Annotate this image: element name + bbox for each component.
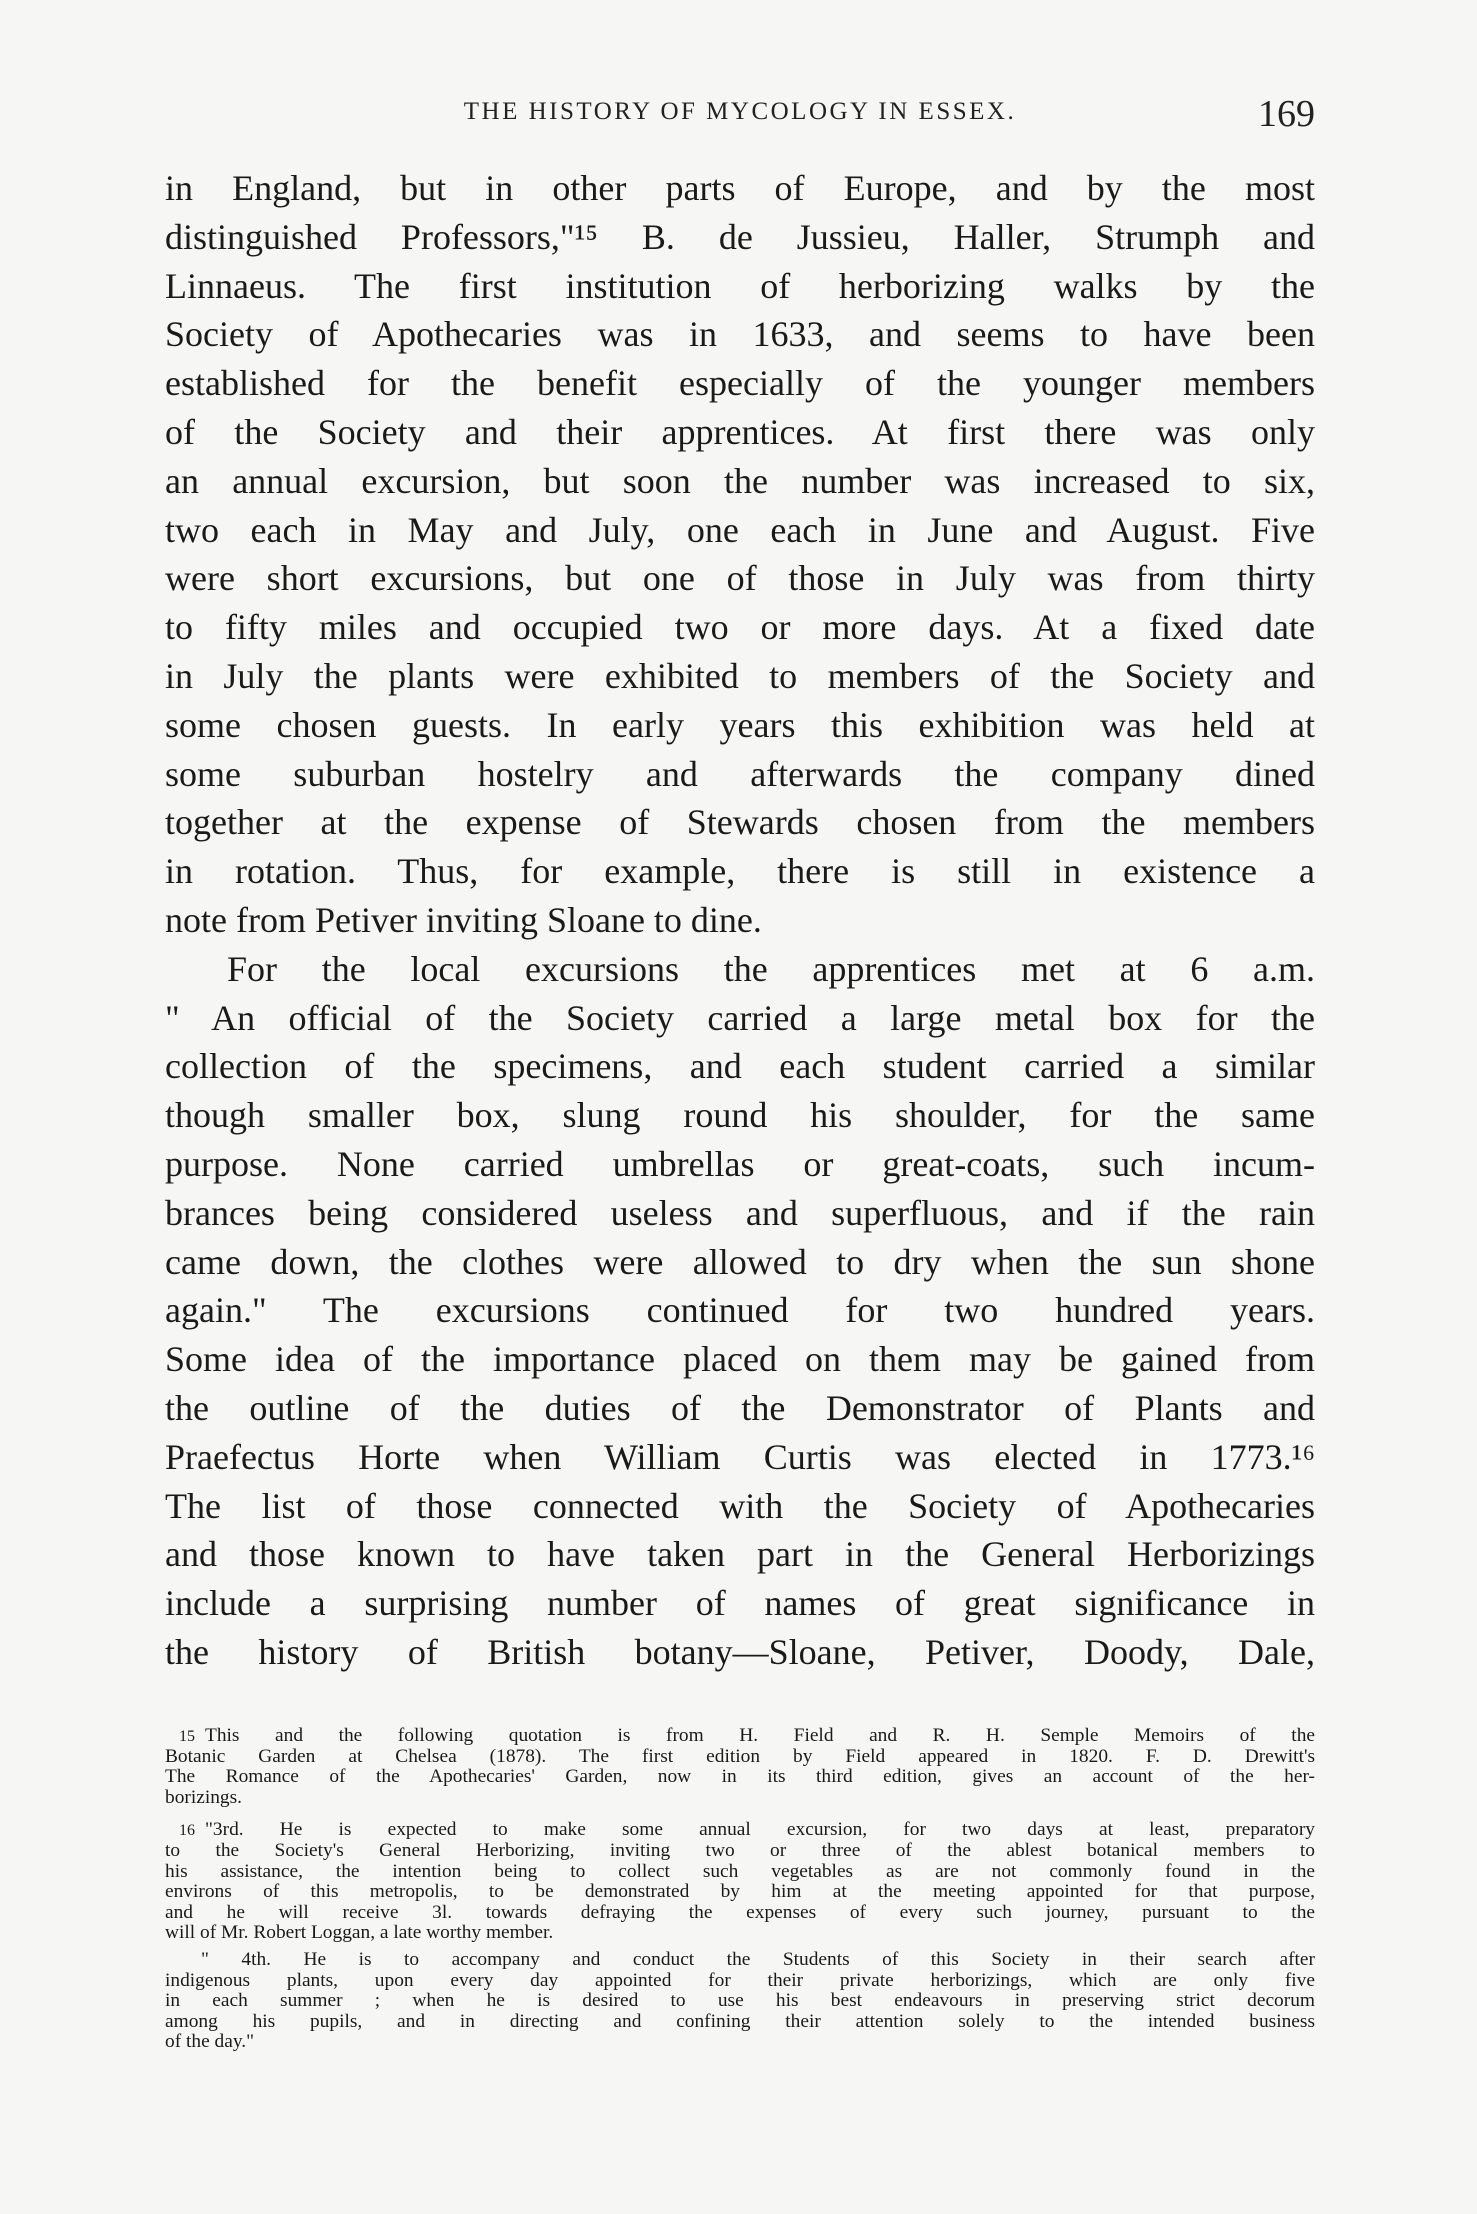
footnote-text: This and the following quotation is from H. Field and R. H. Semple Memoirs of the — [205, 1726, 1315, 1746]
footnote-16-line: his assistance, the intention being to collect such vegetables as are not commonly found in the — [165, 1861, 1315, 1882]
text-line: the history of British botany—Sloane, Petiver, Doody, Dale, — [165, 1631, 1315, 1672]
text-line: established for the benefit especially of the younger members — [165, 363, 1315, 404]
footnote-16-line: to the Society's General Herborizing, inviting two or three of the ablest botanical members to — [165, 1840, 1315, 1861]
text-line: Society of Apothecaries was in 1633, and seems to have been — [165, 314, 1315, 355]
text-line: in England, but in other parts of Europe, and by the most — [165, 168, 1315, 208]
text-line: include a surprising number of names of great significance in — [165, 1583, 1315, 1624]
text-line: brances being considered useless and superfluous, and if the rain — [165, 1192, 1315, 1233]
page-number: 169 — [1258, 93, 1315, 135]
text-line: some suburban hostelry and afterwards the company dined — [165, 753, 1315, 794]
text-line: Praefectus Horte when William Curtis was elected in 1773.¹⁶ — [165, 1436, 1315, 1477]
footnote-16-line: and he will receive 3l. towards defraying the expenses of every such journey, pursuant to the — [165, 1902, 1315, 1923]
text-line: note from Petiver inviting Sloane to dine. — [165, 899, 762, 940]
text-line: in rotation. Thus, for example, there is still in existence a — [165, 851, 1315, 892]
text-line: two each in May and July, one each in June and August. Five — [165, 509, 1315, 550]
footnote-15-line: borizings. — [165, 1787, 243, 1808]
text-line: the outline of the duties of the Demonstrator of Plants and — [165, 1387, 1315, 1428]
footnote-16-line: will of Mr. Robert Loggan, a late worthy member. — [165, 1923, 554, 1944]
footnote-15-line: The Romance of the Apothecaries' Garden, now in its third edition, gives an account of the her- — [165, 1767, 1315, 1788]
text-line: " An official of the Society carried a large metal box for the — [165, 997, 1315, 1038]
text-line: purpose. None carried umbrellas or great-coats, such incum- — [165, 1143, 1315, 1184]
footnote-16-line: environs of this metropolis, to be demonstrated by him at the meeting appointed for that purpose, — [165, 1882, 1315, 1903]
footnote-15-line: Botanic Garden at Chelsea (1878). The first edition by Field appeared in 1820. F. D. Drewitt's — [165, 1746, 1315, 1767]
text-line: some chosen guests. In early years this exhibition was held at — [165, 704, 1315, 745]
text-line: together at the expense of Stewards chosen from the members — [165, 802, 1315, 843]
text-line: collection of the specimens, and each student carried a similar — [165, 1046, 1315, 1087]
footnote-gap — [165, 1808, 1315, 1820]
text-line: came down, the clothes were allowed to dry when the sun shone — [165, 1241, 1315, 1282]
footnotes — [165, 1726, 1315, 2053]
text-line: again." The excursions continued for two hundred years. — [165, 1290, 1315, 1331]
text-line: Some idea of the importance placed on them may be gained from — [165, 1339, 1315, 1380]
body-text — [165, 164, 1315, 1677]
text-line: in July the plants were exhibited to members of the Society and — [165, 655, 1315, 696]
text-line: distinguished Professors,"¹⁵ B. de Jussieu, Haller, Strumph and — [165, 216, 1315, 257]
running-title: THE HISTORY OF MYCOLOGY IN ESSEX. — [463, 98, 1017, 125]
text-line: Linnaeus. The first institution of herborizing walks by the — [165, 265, 1315, 306]
footnote-text: "3rd. He is expected to make some annual excursion, for two days at least, preparatory — [205, 1820, 1315, 1841]
text-line: were short excursions, but one of those in July was from thirty — [165, 558, 1315, 599]
footnote-marker: 15 — [179, 1728, 195, 1745]
text-line: For the local excursions the apprentices met at 6 a.m. — [227, 948, 1315, 989]
text-line: of the Society and their apprentices. At first there was only — [165, 411, 1315, 452]
text-line: The list of those connected with the Society of Apothecaries — [165, 1485, 1315, 1526]
footnote-16-line: " 4th. He is to accompany and conduct the Students of this Society in their search after — [201, 1949, 1315, 1970]
text-line: and those known to have taken part in the General Herborizings — [165, 1534, 1315, 1575]
footnote-15-line — [165, 1726, 1315, 1747]
footnote-16-line: in each summer ; when he is desired to use his best endeavours in preserving strict decorum — [165, 1991, 1315, 2012]
running-head — [165, 92, 1315, 142]
text-line: an annual excursion, but soon the number was increased to six, — [165, 460, 1315, 501]
footnote-16-line: of the day." — [165, 2032, 255, 2053]
footnote-16-line — [165, 1820, 1315, 1841]
text-line: to fifty miles and occupied two or more days. At a fixed date — [165, 607, 1315, 648]
text-line: though smaller box, slung round his shoulder, for the same — [165, 1095, 1315, 1136]
footnote-16-line: among his pupils, and in directing and confining their attention solely to the intended business — [165, 2011, 1315, 2032]
footnote-marker: 16 — [179, 1822, 195, 1840]
footnote-16-line: indigenous plants, upon every day appointed for their private herborizings, which are only five — [165, 1970, 1315, 1991]
